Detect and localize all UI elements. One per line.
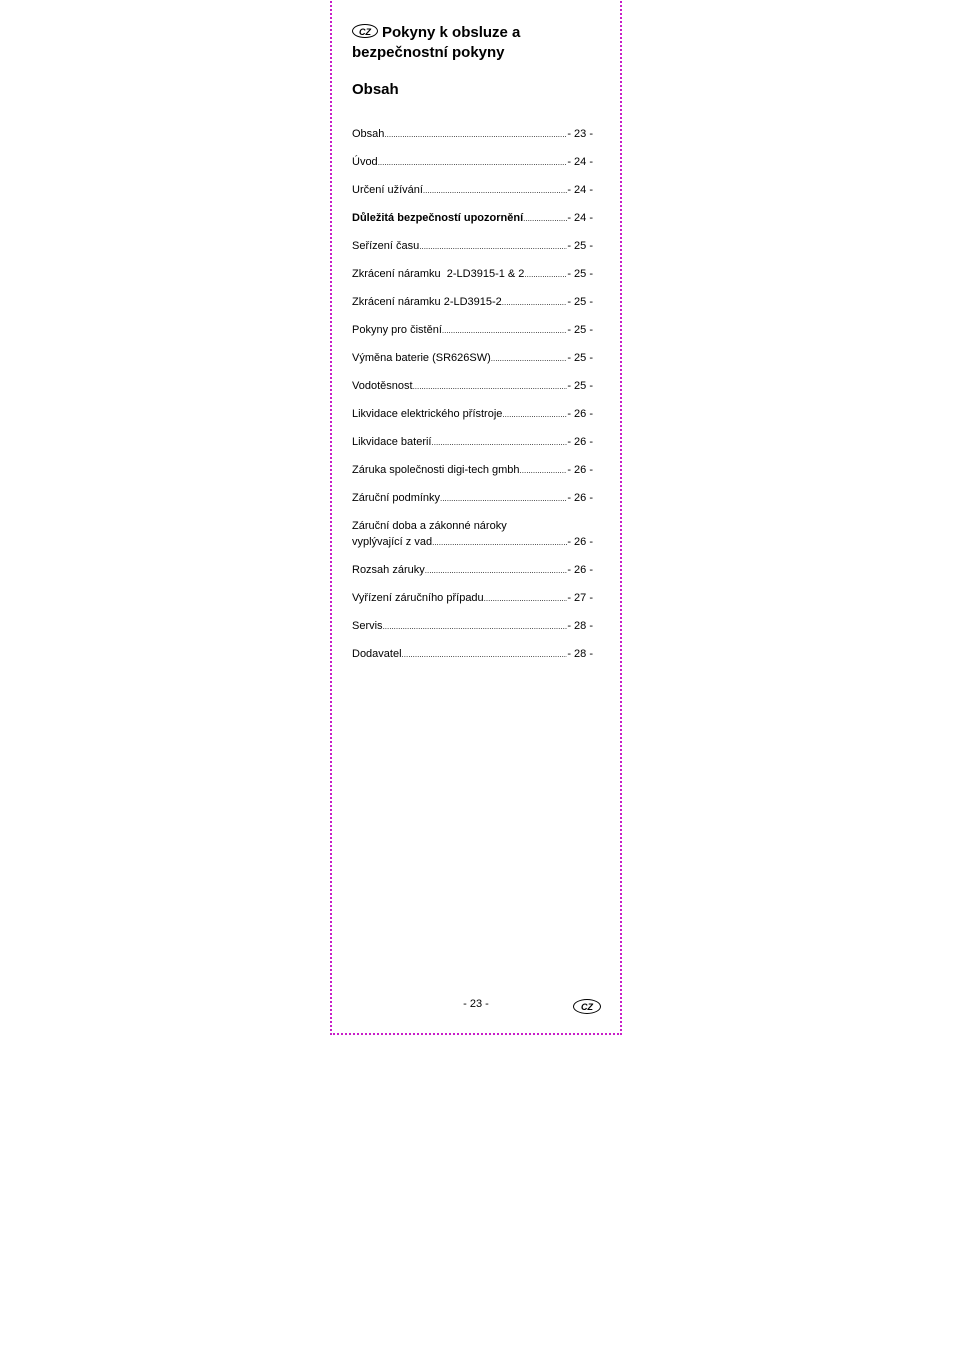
language-badge-icon: CZ [352, 24, 378, 38]
toc-entry[interactable] [352, 562, 593, 578]
toc-dot-leader [419, 239, 567, 255]
toc-entry-row [352, 378, 593, 394]
toc-entry-page: - 24 - [567, 156, 593, 168]
toc-entry-row [352, 182, 593, 198]
toc-entry-row [352, 562, 593, 578]
toc-entry-label-line1: Záruční doba a zákonné nároky [352, 520, 507, 532]
toc-entry-row [352, 534, 593, 550]
toc-entry[interactable] [352, 462, 593, 478]
toc-entry-row [352, 646, 593, 662]
toc-dot-leader [524, 267, 567, 283]
document-title: Pokyny k obsluze a bezpečnostní pokyny [352, 24, 521, 61]
toc-dot-leader [502, 407, 567, 423]
toc-entry-row [352, 434, 593, 450]
toc-entry-label: Seřízení času [352, 240, 420, 252]
toc-entry-row [352, 294, 593, 310]
toc-entry-page: - 26 - [567, 564, 593, 576]
toc-entry-page: - 26 - [567, 536, 593, 548]
toc-entry[interactable] [352, 490, 593, 506]
toc-entry[interactable] [352, 350, 593, 366]
toc-entry-page: - 25 - [567, 240, 593, 252]
toc-entry-row [352, 350, 593, 366]
toc-entry-label: Likvidace elektrického přístroje [352, 408, 503, 420]
toc-entry-label: Rozsah záruky [352, 564, 425, 576]
toc-dot-leader [423, 183, 567, 199]
toc-dot-leader [425, 563, 568, 579]
toc-entry-page: - 24 - [567, 212, 593, 224]
toc-entry[interactable] [352, 378, 593, 394]
toc-entry-page: - 26 - [567, 436, 593, 448]
toc-entry[interactable] [352, 266, 593, 282]
toc-entry-page: - 26 - [567, 492, 593, 504]
toc-entry-row [352, 266, 593, 282]
toc-entry[interactable] [352, 646, 593, 662]
toc-entry-label: Určení užívání [352, 184, 423, 196]
toc-entry-page: - 26 - [567, 408, 593, 420]
toc-entry[interactable] [352, 182, 593, 198]
toc-entry-row [352, 126, 593, 142]
contents-heading: Obsah [352, 81, 399, 98]
toc-entry-row [352, 322, 593, 338]
toc-entry-page: - 26 - [567, 464, 593, 476]
toc-entry-page: - 25 - [567, 324, 593, 336]
toc-entry-row [352, 210, 593, 226]
toc-dot-leader [384, 127, 567, 143]
toc-entry[interactable] [352, 238, 593, 254]
toc-entry-row [352, 154, 593, 170]
toc-entry-label: Záruční podmínky [352, 492, 441, 504]
toc-entry-row [352, 462, 593, 478]
toc-entry-label: vyplývající z vad [352, 536, 433, 548]
toc-entry-page: - 25 - [567, 296, 593, 308]
toc-entry[interactable] [352, 618, 593, 634]
toc-entry-label: Vodotěsnost [352, 380, 413, 392]
toc-dot-leader [484, 591, 568, 607]
toc-entry[interactable] [352, 518, 593, 550]
toc-entry-label: Dodavatel [352, 648, 402, 660]
toc-entry-label: Servis [352, 620, 383, 632]
toc-entry[interactable] [352, 126, 593, 142]
footer-language-badge-icon: CZ [573, 999, 601, 1014]
toc-entry-label: Pokyny pro čistění [352, 324, 442, 336]
toc-dot-leader [440, 491, 567, 507]
toc-entry-row [352, 238, 593, 254]
toc-dot-leader [442, 323, 567, 339]
toc-entry-page: - 28 - [567, 648, 593, 660]
toc-dot-leader [523, 211, 567, 227]
toc-dot-leader [402, 647, 568, 663]
toc-entry-label: Likvidace baterií [352, 436, 432, 448]
toc-entry-label: Úvod [352, 156, 378, 168]
toc-dot-leader [491, 351, 568, 367]
table-of-contents [352, 126, 593, 674]
toc-entry-row [352, 590, 593, 606]
toc-dot-leader [520, 463, 568, 479]
toc-dot-leader [413, 379, 568, 395]
toc-entry-label: Vyřízení záručního případu [352, 592, 484, 604]
toc-entry[interactable] [352, 406, 593, 422]
toc-entry-page: - 28 - [567, 620, 593, 632]
toc-entry-label: Zkrácení náramku 2-LD3915-2 [352, 296, 502, 308]
toc-entry[interactable] [352, 210, 593, 226]
document-title-block [352, 23, 602, 63]
toc-entry-page: - 25 - [567, 380, 593, 392]
toc-entry[interactable] [352, 590, 593, 606]
toc-entry[interactable] [352, 322, 593, 338]
toc-entry-page: - 25 - [567, 352, 593, 364]
toc-entry[interactable] [352, 434, 593, 450]
toc-entry-row [352, 406, 593, 422]
toc-entry[interactable] [352, 154, 593, 170]
toc-entry-label: Obsah [352, 128, 385, 140]
toc-entry-row [352, 618, 593, 634]
toc-dot-leader [432, 535, 567, 551]
toc-entry-label: Zkrácení náramku 2-LD3915-1 & 2 [352, 268, 525, 280]
toc-dot-leader [378, 155, 568, 171]
toc-entry-page: - 23 - [567, 128, 593, 140]
toc-dot-leader [383, 619, 568, 635]
footer-page-number: - 23 - [463, 998, 489, 1010]
toc-entry[interactable] [352, 294, 593, 310]
toc-entry-label: Záruka společnosti digi-tech gmbh [352, 464, 520, 476]
toc-entry-page: - 24 - [567, 184, 593, 196]
toc-entry-row [352, 490, 593, 506]
toc-dot-leader [432, 435, 568, 451]
toc-entry-label: Výměna baterie (SR626SW) [352, 352, 491, 364]
toc-entry-page: - 25 - [567, 268, 593, 280]
toc-dot-leader [502, 295, 568, 311]
toc-entry-page: - 27 - [567, 592, 593, 604]
toc-entry-label: Důležitá bezpečností upozornění [352, 212, 524, 224]
